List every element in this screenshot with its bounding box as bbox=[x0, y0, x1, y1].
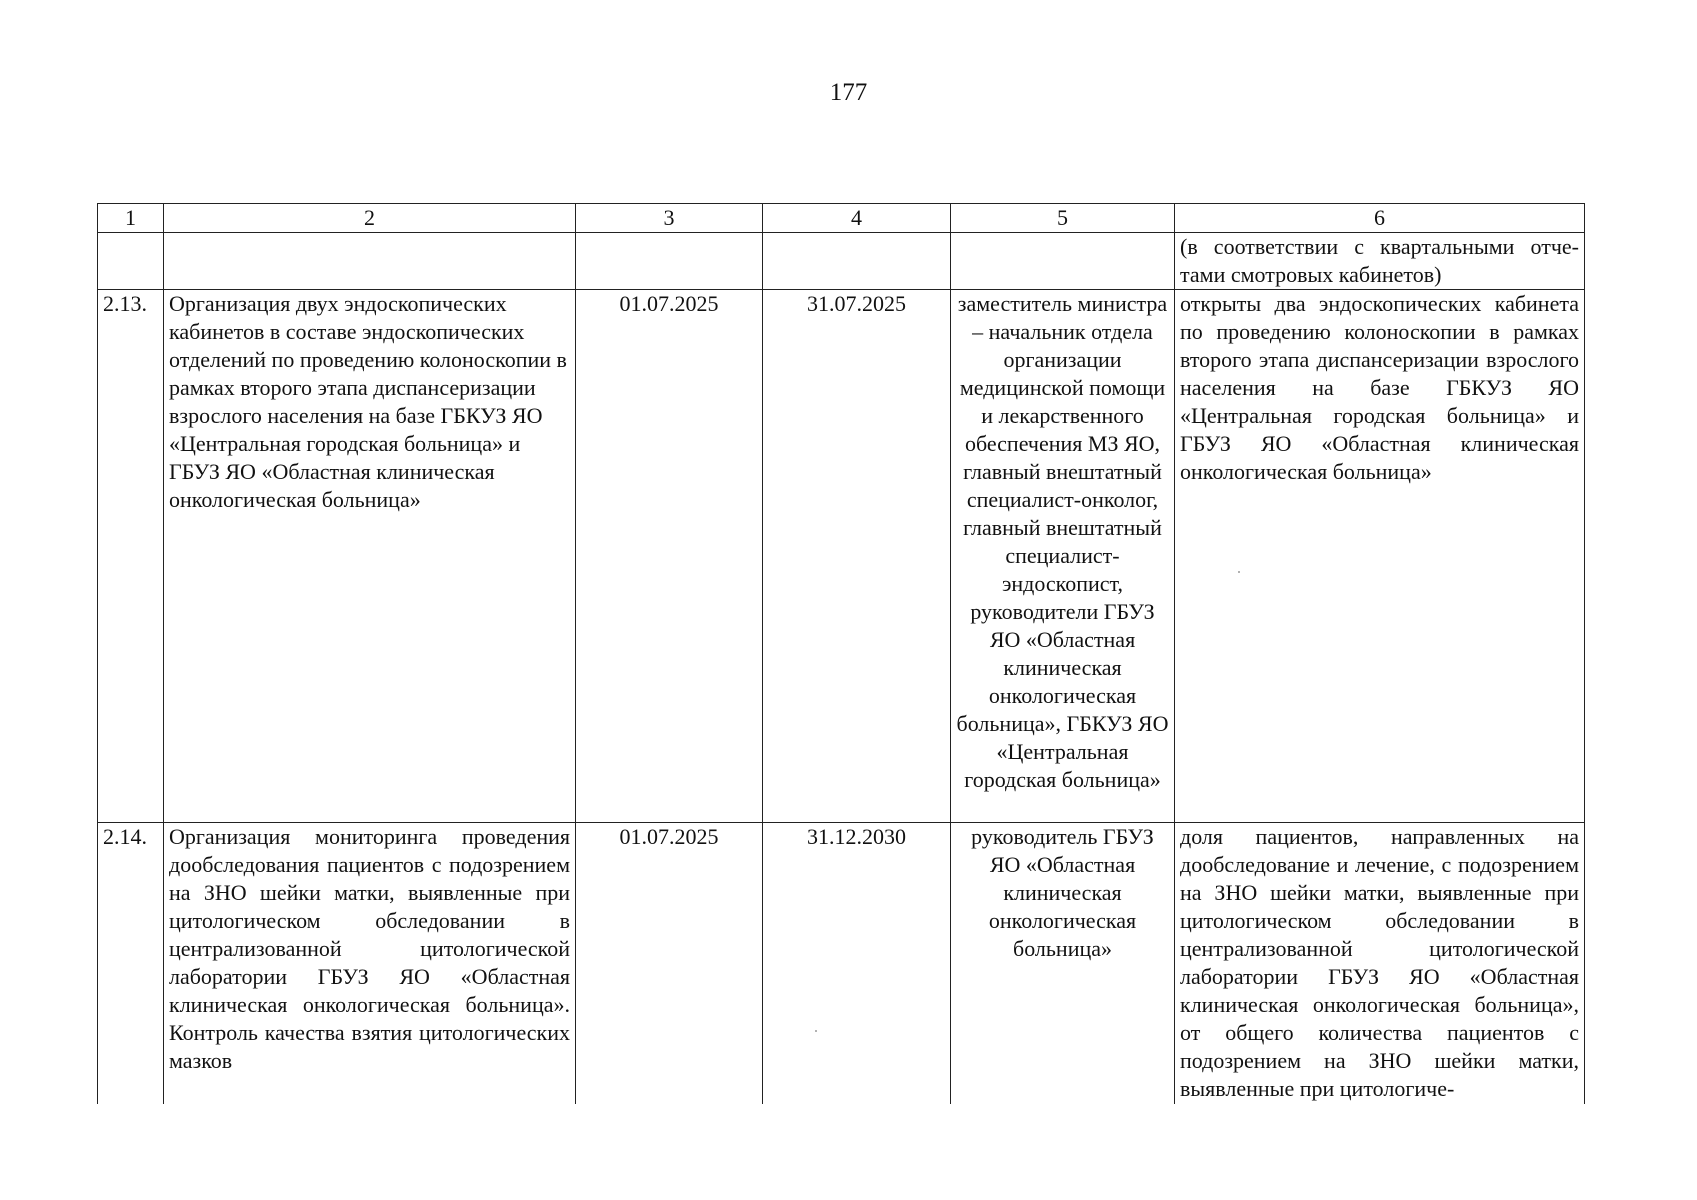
page-number: 177 bbox=[829, 79, 868, 106]
row-number-cell: 2.14. bbox=[98, 823, 164, 1105]
description-cell: Организация мониторинга проведения дообследования пациентов с подозрением на ЗНО шейки матки, выявленные при цитологическом обследовании в централизованной цитологической лаборатории ГБУЗ ЯО «Областная клиническая онкологическая больница». Контроль качества взятия цитологических мазков bbox=[164, 823, 576, 1105]
end-date-cell: 31.12.2030 bbox=[763, 823, 951, 1105]
column-header: 4 bbox=[763, 204, 951, 233]
table-row bbox=[98, 823, 1585, 1105]
table-cell bbox=[164, 233, 576, 290]
scan-speck bbox=[815, 1030, 817, 1032]
result-cell: доля пациентов, направленных на дообследование и лечение, с подозрением на ЗНО шейки матки, выявленные при цитологическом обследовании в централизованной цитологической лаборатории ГБУЗ ЯО «Областная клиническая онкологическая больница», от общего количества пациентов с подозрением на ЗНО шейки матки, выявленные при цитологиче- bbox=[1175, 823, 1585, 1105]
table-cell bbox=[763, 233, 951, 290]
table-cell bbox=[951, 233, 1175, 290]
table-cell bbox=[98, 233, 164, 290]
responsible-cell: руководитель ГБУЗ ЯО «Областная клиническая онкологическая больница» bbox=[951, 823, 1175, 1105]
table-row bbox=[98, 290, 1585, 823]
continuation-result-cell: (в соответствии с квартальными отче-тами смотровых кабинетов) bbox=[1175, 233, 1585, 290]
row-number-cell: 2.13. bbox=[98, 290, 164, 823]
column-header: 6 bbox=[1175, 204, 1585, 233]
scan-speck bbox=[1238, 571, 1240, 573]
continuation-row bbox=[98, 233, 1585, 290]
start-date-cell: 01.07.2025 bbox=[576, 290, 763, 823]
column-header: 2 bbox=[164, 204, 576, 233]
table-cell bbox=[576, 233, 763, 290]
start-date-cell: 01.07.2025 bbox=[576, 823, 763, 1105]
description-cell: Организация двух эндоскопических кабинетов в составе эндоскопических отделений по проведению колоноскопии в рамках второго этапа диспансеризации взрослого населения на базе ГБКУЗ ЯО «Центральная городская больница» и ГБУЗ ЯО «Областная клиническая онкологическая больница» bbox=[164, 290, 576, 823]
responsible-cell: заместитель министра – начальник отдела организации медицинской помощи и лекарственного обеспечения МЗ ЯО, главный внештатный специалист-онколог, главный внештатный специалист-эндоскопист, руководители ГБУЗ ЯО «Областная клиническая онкологическая больница», ГБКУЗ ЯО «Центральная городская больница» bbox=[951, 290, 1175, 823]
plan-table bbox=[97, 203, 1585, 1104]
column-header: 3 bbox=[576, 204, 763, 233]
column-number-row bbox=[98, 204, 1585, 233]
result-cell: открыты два эндоскопических кабинета по проведению колоноскопии в рамках второго этапа диспансеризации взрослого населения на базе ГБКУЗ ЯО «Центральная городская больница» и ГБУЗ ЯО «Областная клиническая онкологическая больница» bbox=[1175, 290, 1585, 823]
end-date-cell: 31.07.2025 bbox=[763, 290, 951, 823]
column-header: 1 bbox=[98, 204, 164, 233]
column-header: 5 bbox=[951, 204, 1175, 233]
